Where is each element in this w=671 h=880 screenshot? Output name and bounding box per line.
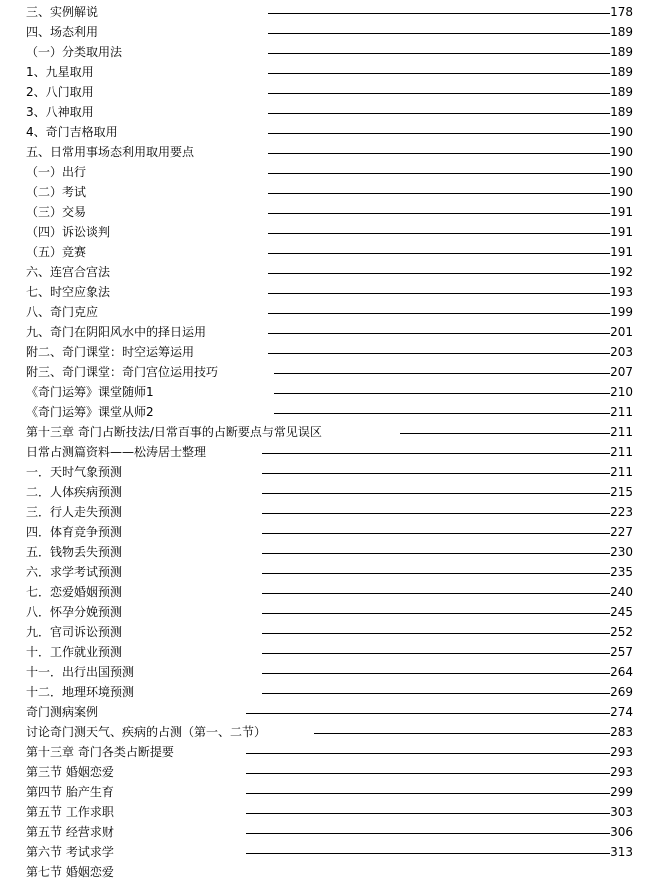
toc-entry-title: 第七节 婚姻恋爱 [26, 865, 114, 879]
toc-entry-page: 211 [610, 405, 633, 419]
toc-entry [0, 202, 671, 222]
toc-entry-title: 五、日常用事场态利用取用要点 [26, 145, 195, 159]
toc-entry-title: （四）诉讼谈判 [26, 225, 111, 239]
toc-entry-page: 252 [610, 625, 633, 639]
toc-entry-title: （三）交易 [26, 205, 87, 219]
toc-entry-page: 192 [610, 265, 633, 279]
toc-entry [0, 382, 671, 402]
toc-entry-page: 178 [610, 5, 633, 19]
toc-entry [0, 222, 671, 242]
toc-entry [0, 342, 671, 362]
toc-entry-page: 191 [610, 225, 633, 239]
dot-leader [262, 653, 610, 654]
dot-leader [246, 773, 610, 774]
dot-leader [262, 513, 610, 514]
toc-entry [0, 422, 671, 442]
toc-entry-page: 207 [610, 365, 633, 379]
toc-entry [0, 162, 671, 182]
toc-entry-title: 三．行人走失预测 [26, 505, 123, 519]
toc-entry [0, 62, 671, 82]
toc-entry-title: 十二．地理环境预测 [26, 685, 135, 699]
toc-entry-page: 191 [610, 205, 633, 219]
dot-leader [262, 473, 610, 474]
dot-leader [262, 493, 610, 494]
toc-entry-page: 293 [610, 765, 633, 779]
toc-entry-page: 264 [610, 665, 633, 679]
dot-leader [262, 573, 610, 574]
toc-entry-page: 189 [610, 45, 633, 59]
toc-entry [0, 242, 671, 262]
toc-entry-title: 三、实例解说 [26, 5, 99, 19]
toc-entry-title: （五）竞赛 [26, 245, 87, 259]
toc-entry [0, 22, 671, 42]
toc-entry [0, 482, 671, 502]
toc-entry [0, 502, 671, 522]
toc-entry-title: 《奇门运筹》课堂从师2 [26, 405, 154, 419]
toc-entry-title: 四、场态利用 [26, 25, 99, 39]
toc-entry-page: 215 [610, 485, 633, 499]
toc-entry-title: 2、八门取用 [26, 85, 94, 99]
toc-entry [0, 702, 671, 722]
toc-entry-page: 223 [610, 505, 633, 519]
toc-entry-title: 九．官司诉讼预测 [26, 625, 123, 639]
toc-entry-title: 奇门测病案例 [26, 705, 99, 719]
toc-entry [0, 602, 671, 622]
toc-entry-title: 第五节 工作求职 [26, 805, 114, 819]
dot-leader [314, 733, 610, 734]
dot-leader [262, 553, 610, 554]
toc-entry-page: 211 [610, 445, 633, 459]
toc-entry-page: 210 [610, 385, 633, 399]
toc-entry [0, 2, 671, 22]
toc-entry [0, 642, 671, 662]
toc-entry-title: 六．求学考试预测 [26, 565, 123, 579]
dot-leader [246, 713, 610, 714]
toc-entry-page: 190 [610, 165, 633, 179]
toc-entry-partial [0, 862, 671, 879]
toc-entry [0, 782, 671, 802]
toc-entry-page: 189 [610, 25, 633, 39]
dot-leader [268, 213, 610, 214]
toc-entry-title: 第十三章 奇门占断技法/日常百事的占断要点与常见误区 [26, 425, 322, 439]
toc-entry-title: 附二、奇门课堂：时空运筹运用 [26, 345, 195, 359]
toc-entry [0, 302, 671, 322]
toc-entry [0, 762, 671, 782]
toc-entry-title: 七、时空应象法 [26, 285, 111, 299]
dot-leader [268, 153, 610, 154]
toc-entry [0, 562, 671, 582]
toc-entry-page: 193 [610, 285, 633, 299]
toc-entry-page: 235 [610, 565, 633, 579]
toc-entry-title: 第六节 考试求学 [26, 845, 114, 859]
dot-leader [268, 233, 610, 234]
toc-entry-title: 八．怀孕分娩预测 [26, 605, 123, 619]
toc-entry [0, 682, 671, 702]
dot-leader [262, 453, 610, 454]
toc-entry-title: 七．恋爱婚姻预测 [26, 585, 123, 599]
toc-entry-page: 269 [610, 685, 633, 699]
toc-entry-page: 313 [610, 845, 633, 859]
dot-leader [246, 813, 610, 814]
toc-entry-page: 227 [610, 525, 633, 539]
toc-entry [0, 722, 671, 742]
toc-entry-title: 第三节 婚姻恋爱 [26, 765, 114, 779]
toc-entry [0, 442, 671, 462]
toc-entry-title: 第五节 经营求财 [26, 825, 114, 839]
toc-entry-title: 4、奇门吉格取用 [26, 125, 118, 139]
toc-entry [0, 802, 671, 822]
toc-entry-page: 190 [610, 125, 633, 139]
dot-leader [400, 433, 610, 434]
toc-entry [0, 322, 671, 342]
toc-entry [0, 822, 671, 842]
toc-entry-title: 3、八神取用 [26, 105, 94, 119]
toc-entry [0, 622, 671, 642]
toc-entry-title: 六、连宫合宫法 [26, 265, 111, 279]
toc-entry-page: 303 [610, 805, 633, 819]
toc-entry-page: 199 [610, 305, 633, 319]
toc-entry-page: 189 [610, 65, 633, 79]
toc-entry-title: 四．体育竞争预测 [26, 525, 123, 539]
toc-entry-page: 230 [610, 545, 633, 559]
toc-entry-page: 191 [610, 245, 633, 259]
dot-leader [246, 853, 610, 854]
dot-leader [268, 33, 610, 34]
toc-entry [0, 362, 671, 382]
toc-entry-title: 第四节 胎产生育 [26, 785, 114, 799]
toc-entry [0, 522, 671, 542]
toc-entry-title: 附三、奇门课堂：奇门宫位运用技巧 [26, 365, 219, 379]
toc-entry-title: （二）考试 [26, 185, 87, 199]
toc-entry-page: 211 [610, 465, 633, 479]
toc-entry-page: 240 [610, 585, 633, 599]
dot-leader [268, 133, 610, 134]
toc-entry [0, 122, 671, 142]
dot-leader [262, 693, 610, 694]
toc-entry [0, 582, 671, 602]
toc-entry-page: 306 [610, 825, 633, 839]
toc-entry-page: 203 [610, 345, 633, 359]
toc-entry-title: 二．人体疾病预测 [26, 485, 123, 499]
table-of-contents [0, 2, 671, 879]
dot-leader [268, 13, 610, 14]
dot-leader [274, 413, 610, 414]
toc-entry-title: 第十三章 奇门各类占断提要 [26, 745, 174, 759]
toc-entry-title: 九、奇门在阴阳风水中的择日运用 [26, 325, 207, 339]
toc-entry [0, 842, 671, 862]
dot-leader [246, 833, 610, 834]
toc-entry-page: 245 [610, 605, 633, 619]
dot-leader [274, 393, 610, 394]
toc-entry [0, 282, 671, 302]
toc-entry-title: 一．天时气象预测 [26, 465, 123, 479]
dot-leader [246, 793, 610, 794]
toc-entry [0, 102, 671, 122]
dot-leader [268, 93, 610, 94]
dot-leader [268, 73, 610, 74]
toc-entry-page: 211 [610, 425, 633, 439]
toc-entry-title: 1、九星取用 [26, 65, 94, 79]
toc-entry [0, 462, 671, 482]
toc-entry-page: 299 [610, 785, 633, 799]
dot-leader [246, 753, 610, 754]
toc-entry [0, 742, 671, 762]
toc-entry [0, 142, 671, 162]
dot-leader [268, 113, 610, 114]
dot-leader [268, 333, 610, 334]
dot-leader [268, 353, 610, 354]
dot-leader [262, 673, 610, 674]
toc-entry-page: 257 [610, 645, 633, 659]
toc-entry [0, 82, 671, 102]
dot-leader [268, 173, 610, 174]
toc-entry [0, 182, 671, 202]
toc-entry-page: 189 [610, 105, 633, 119]
toc-entry-title: （一）出行 [26, 165, 87, 179]
toc-entry-title: 十．工作就业预测 [26, 645, 123, 659]
dot-leader [262, 533, 610, 534]
dot-leader [268, 273, 610, 274]
dot-leader [268, 253, 610, 254]
dot-leader [262, 613, 610, 614]
toc-entry-page: 283 [610, 725, 633, 739]
toc-entry-title: 五．钱物丢失预测 [26, 545, 123, 559]
toc-entry-page: 201 [610, 325, 633, 339]
dot-leader [268, 193, 610, 194]
toc-entry-title: 十一．出行出国预测 [26, 665, 135, 679]
toc-entry [0, 262, 671, 282]
toc-entry-title: 讨论奇门测天气、疾病的占测（第一、二节） [26, 725, 267, 739]
toc-entry [0, 542, 671, 562]
toc-entry [0, 402, 671, 422]
toc-entry-page: 293 [610, 745, 633, 759]
dot-leader [262, 633, 610, 634]
dot-leader [268, 53, 610, 54]
toc-entry-title: （一）分类取用法 [26, 45, 123, 59]
toc-entry-title: 《奇门运筹》课堂随师1 [26, 385, 154, 399]
toc-entry-title: 八、奇门克应 [26, 305, 99, 319]
dot-leader [274, 373, 610, 374]
toc-entry-title: 日常占测篇资料——松涛居士整理 [26, 445, 207, 459]
toc-entry [0, 42, 671, 62]
dot-leader [262, 593, 610, 594]
dot-leader [268, 293, 610, 294]
toc-entry-page: 190 [610, 185, 633, 199]
toc-entry [0, 662, 671, 682]
dot-leader [268, 313, 610, 314]
toc-entry-page: 189 [610, 85, 633, 99]
toc-entry-page: 190 [610, 145, 633, 159]
toc-entry-page: 274 [610, 705, 633, 719]
